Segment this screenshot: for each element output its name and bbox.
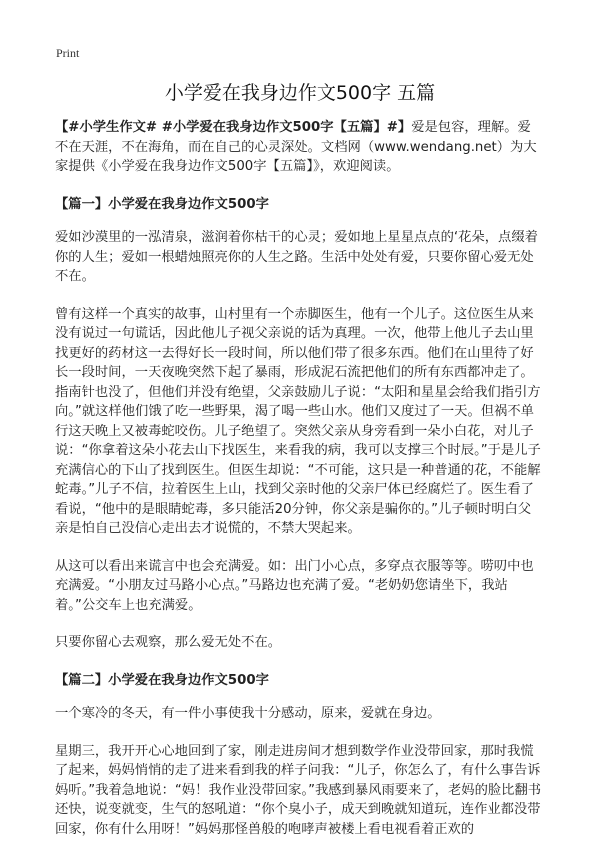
intro-tag: 【#小学生作文# #小学爱在我身边作文500字【五篇】#】: [55, 120, 412, 135]
document-body: [55, 118, 542, 857]
intro-paragraph: [55, 118, 542, 177]
intro-text: 爱是包容，理解。爱不在天涯，不在海角，而在自己的心灵深处。文档网（www.wendang.net）为大家提供《小学爱在我身边作文500字【五篇】》，欢迎阅读。: [55, 120, 537, 174]
paragraph: 从这可以看出来谎言中也会充满爱。如：出门小心点，多穿点衣服等等。唠叨中也充满爱。“小朋友过马路小心点。”马路边也充满了爱。“老奶奶您请坐下，我站着。”公交车上也充满爱。: [55, 558, 534, 613]
print-link[interactable]: Print: [56, 46, 80, 60]
document-title: 小学爱在我身边作文500字 五篇: [164, 82, 436, 104]
paragraph: 曾有这样一个真实的故事，山村里有一个赤脚医生，他有一个儿子。这位医生从来没有说过一句谎话，因此他儿子视父亲说的话为真理。一次，他带上他儿子去山里找更好的药材这一去得好长一段时间，所以他们带了很多东西。他们在山里待了好长一段时间，一天夜晚突然下起了暴雨，形成泥石流把他们的所有东西都冲走了。指南针也没了，但他们并没有绝望，父亲鼓励儿子说：“太阳和星星会给我们指引方向。”就这样他们饿了吃一些野果，渴了喝一些山水。他们又度过了一天。但祸不单行这天晚上又被毒蛇咬伤。儿子绝望了。突然父亲从身旁看到一朵小白花，对儿子说：“你拿着这朵小花去山下找医生，来看我的病，我可以支撑三个时辰。”于是儿子充满信心的下山了找到医生。但医生却说：“不可能，这只是一种普通的花，不能解蛇毒。”儿子不信，拉着医生上山，找到父亲时他的父亲尸体已经腐烂了。医生看了看说，“他中的是眼睛蛇毒，多只能活20分钟，你父亲是骗你的。”儿子顿时明白父亲是怕自己没信心走出去才说慌的，不禁大哭起来。: [55, 306, 541, 536]
section-heading-2: 【篇二】小学爱在我身边作文500字: [55, 672, 269, 688]
paragraph: 只要你留心去观察，那么爱无处不在。: [55, 635, 282, 650]
paragraph: 星期三，我开开心心地回到了家，刚走进房间才想到数学作业没带回家，那时我慌了起来，妈妈悄悄的走了进来看到我的样子问我：“儿子，你怎么了，有什么事告诉妈听。”我着急地说：“妈！我作业没带回家。”我感到暴风雨要来了，老妈的脸比翻书还快，说变就变，生气的怒吼道：“你个臭小子，成天到晚就知道玩，连作业都没带回家，你有什么用呀！”妈妈那怪兽般的咆哮声被楼上看电视看着正欢的: [55, 743, 542, 837]
paragraph: 爱如沙漠里的一泓清泉，滋润着你枯干的心灵；爱如地上星星点点的‘花朵，点缀着你的人生；爱如一根蜡烛照亮你的人生之路。生活中处处有爱，只要你留心爱无处不在。: [55, 230, 538, 284]
paragraph: 一个寒冷的冬天，有一件小事使我十分感动，原来，爱就在身边。: [55, 706, 441, 721]
section-heading-1: 【篇一】小学爱在我身边作文500字: [55, 196, 269, 212]
